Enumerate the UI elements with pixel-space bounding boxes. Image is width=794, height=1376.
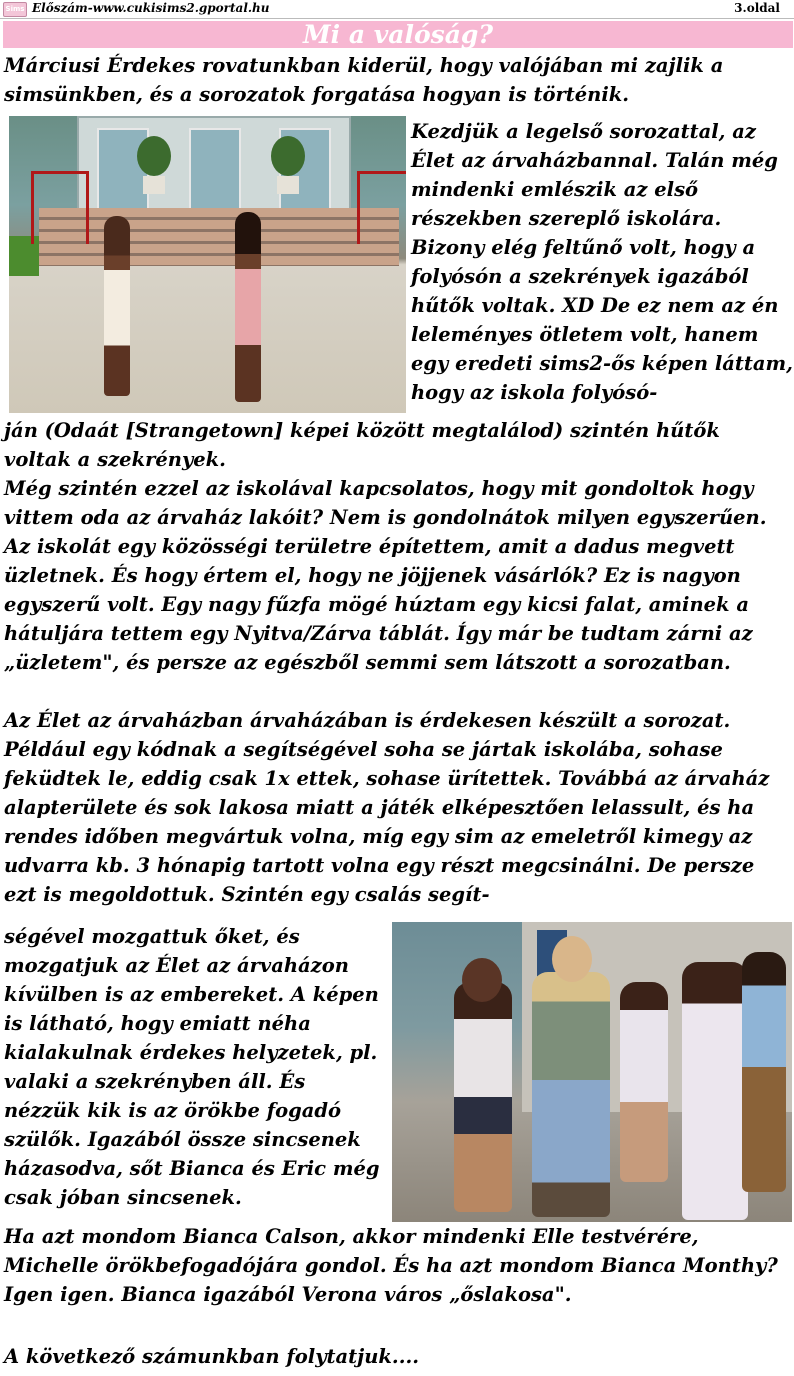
paragraph-first-continued: ján (Odaát [Strangetown] képei között megtalálod) szintén hűtők voltak a szekrények. xyxy=(4,419,720,471)
window xyxy=(189,128,241,210)
paragraph-third: Az Élet az árvaházban árvaházában is érdekesen készült a sorozat. Például egy kódnak a segítségével soha se jártak iskolába, sohase feküdtek le, eddig csak 1x ettek, sohase ürítettek. Továbbá az árvaház alapterülete és sok lakosa miatt a játék elképesztően lelassult, és ha rendes időben megvártuk volna, míg egy sim az emeletről kimegy az udvarra kb. 3 hónapig tartott volna egy részt megcsinálni. De persze ezt is megoldottuk. Szintén egy csalás segít- xyxy=(4,709,770,906)
red-railing xyxy=(31,171,89,244)
planter xyxy=(277,176,299,194)
sim-woman-white-outfit xyxy=(682,962,748,1220)
paragraph-fourth: Ha azt mondom Bianca Calson, akkor mindenki Elle testvérére, Michelle örökbefogadójára gondol. És ha azt mondom Bianca Monthy? Igen igen. Bianca igazából Verona város „őslakosa". xyxy=(4,1225,778,1306)
stairs xyxy=(39,208,399,266)
school-stairs-screenshot xyxy=(9,116,406,413)
paragraph-third-wrapped: ségével mozgattuk őket, és mozgatjuk az Élet az árvaházon kívülben is az embereket. A képen is látható, hogy emiatt néha kialakulnak érdekes helyzetek, pl. valaki a szekrényben áll. És nézzük kik is az örökbe fogadó szülők. Igazából össze sincsenek házasodva, sőt Bianca és Eric még csak jóban sincsenek. xyxy=(4,925,380,1209)
sim-woman-floral-dress xyxy=(620,982,668,1182)
topiary-tree xyxy=(137,136,171,176)
title-bar xyxy=(3,21,793,48)
article-title: Mi a valóság? xyxy=(302,20,494,49)
paragraph-second: Még szintén ezzel az iskolával kapcsolatos, hogy mit gondoltok hogy vittem oda az árvaház lakóit? Nem is gondolnátok milyen egyszerűen. Az iskolát egy közösségi területre építettem, amit a dadus megvett üzletnek. És hogy értem el, hogy ne jöjjenek vásárlók? Ez is nagyon egyszerű volt. Egy nagy fűzfa mögé húztam egy kicsi falat, aminek a hátuljára tettem egy Nyitva/Zárva táblát. Így már be tudtam zárni az „üzletem", és persze az egészből semmi sem látszott a sorozatban. xyxy=(4,477,767,674)
page-header xyxy=(0,0,794,19)
paragraph-first-wrapped: Kezdjük a legelső sorozattal, az Élet az árvaházbannal. Talán még mindenki emlészik az első részekben szereplő iskolára. Bizony elég feltűnő volt, hogy a folyósón a szekrények igazából hűtők voltak. XD De ez nem az én leleményes ötletem volt, hanem egy eredeti sims2-ős képen láttam, hogy az iskola folyósó- xyxy=(411,120,793,404)
sim-girl-white-dress xyxy=(104,216,130,396)
page-number: 3.oldal xyxy=(734,1,780,15)
sim-girl-pink-dress xyxy=(235,212,261,402)
planter xyxy=(143,176,165,194)
intro-paragraph: Márciusi Érdekes rovatunkban kiderül, hogy valójában mi zajlik a simsünkben, és a sorozatok forgatása hogyan is történik. xyxy=(4,54,724,106)
sim-head xyxy=(552,936,592,982)
sim-man-plaid-shirt xyxy=(742,952,786,1192)
topiary-tree xyxy=(271,136,305,176)
red-railing xyxy=(357,171,406,244)
sim-man-striped-shirt xyxy=(532,972,610,1217)
sims2-logo: Sims xyxy=(3,2,27,17)
site-name: Előszám-www.cukisims2.gportal.hu xyxy=(32,1,270,15)
school-building xyxy=(77,116,351,210)
sim-head xyxy=(462,958,502,1002)
closing-line: A következő számunkban folytatjuk.... xyxy=(4,1345,420,1368)
sim-woman-white-top xyxy=(454,982,512,1212)
sims-group-screenshot xyxy=(392,922,792,1222)
